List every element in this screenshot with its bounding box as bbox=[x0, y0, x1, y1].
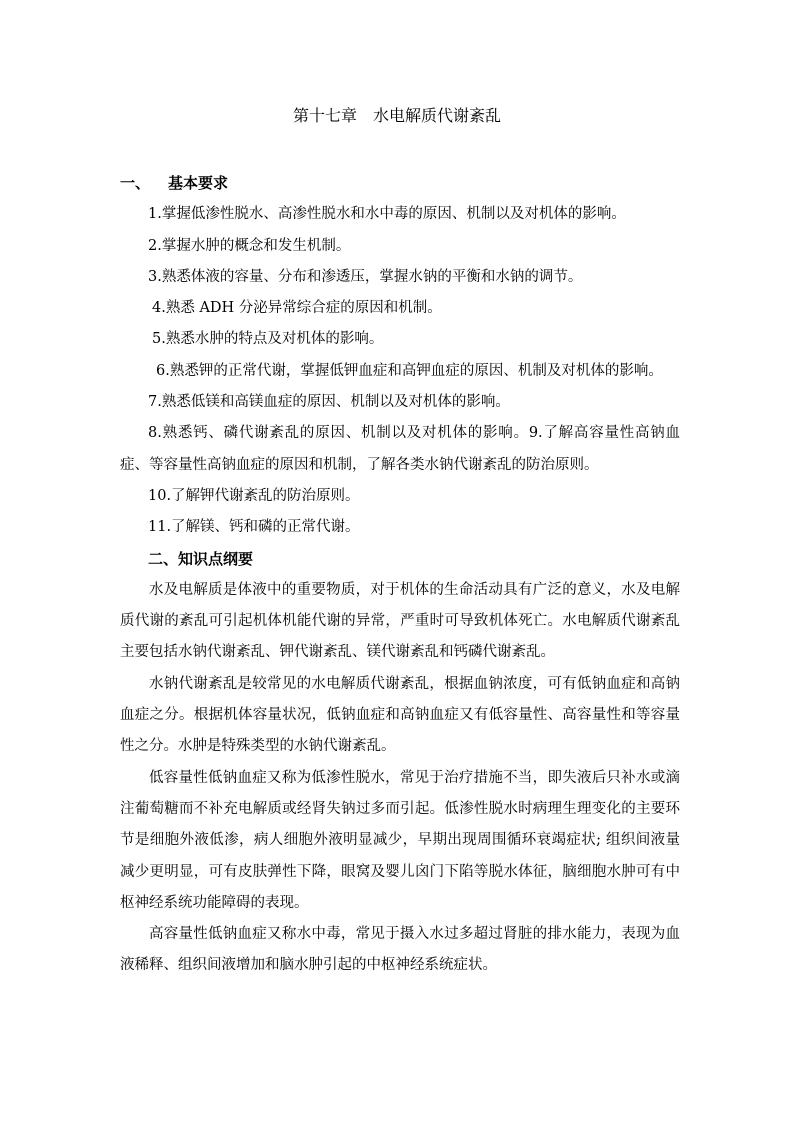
document-body bbox=[120, 168, 680, 982]
section-number: 一、 bbox=[120, 174, 151, 192]
requirement-item: 1.掌握低渗性脱水、高渗性脱水和水中毒的原因、机制以及对机体的影响。 bbox=[148, 206, 626, 223]
requirement-item: 10.了解钾代谢紊乱的防治原则。 bbox=[148, 487, 360, 504]
body-paragraph: 水钠代谢紊乱是较常见的水电解质代谢紊乱，根据血钠浓度，可有低钠血症和高钠血症之分。根据机体容量状况，低钠血症和高钠血症又有低容量性、高容量性和等容量性之分。水肿是特殊类型的水钠代谢紊乱。 bbox=[120, 675, 680, 755]
requirement-item: 5.熟悉水肿的特点及对机体的影响。 bbox=[152, 331, 384, 348]
requirement-item: 4.熟悉 ADH 分泌异常综合症的原因和机制。 bbox=[152, 300, 442, 317]
section-heading-basic-requirements bbox=[120, 168, 680, 199]
body-paragraph: 高容量性低钠血症又称水中毒，常见于摄入水过多超过肾脏的排水能力，表现为血液稀释、组织间液增加和脑水肿引起的中枢神经系统症状。 bbox=[120, 926, 680, 974]
body-paragraph: 水及电解质是体液中的重要物质，对于机体的生命活动具有广泛的意义，水及电解质代谢的紊乱可引起机体机能代谢的异常，严重时可导致机体死亡。水电解质代谢紊乱主要包括水钠代谢紊乱、钾代谢紊乱、镁代谢紊乱和钙磷代谢紊乱。 bbox=[120, 581, 680, 661]
section-title: 基本要求 bbox=[168, 174, 229, 192]
requirement-item: 3.熟悉体液的容量、分布和渗透压，掌握水钠的平衡和水钠的调节。 bbox=[148, 268, 583, 285]
requirement-item: 8.熟悉钙、磷代谢紊乱的原因、机制以及对机体的影响。9.了解高容量性高钠血症、等容量性高钠血症的原因和机制，了解各类水钠代谢紊乱的防治原则。 bbox=[120, 425, 680, 473]
section-heading-knowledge-outline: 二、知识点纲要 bbox=[148, 549, 254, 568]
requirement-item: 6.熟悉钾的正常代谢，掌握低钾血症和高钾血症的原因、机制及对机体的影响。 bbox=[156, 362, 663, 379]
body-paragraph: 低容量性低钠血症又称为低渗性脱水，常见于治疗措施不当，即失液后只补水或滴注葡萄糖而不补充电解质或经肾失钠过多而引起。低渗性脱水时病理生理变化的主要环节是细胞外液低渗，病人细胞外液明显减少，早期出现周围循环衰竭症状; 组织间液量减少更明显，可有皮肤弹性下降，眼窝及婴儿囟门下陷等脱水体征，脑细胞水肿可有中枢神经系统功能障碍的表现。 bbox=[120, 769, 680, 911]
requirement-item: 2.掌握水肿的概念和发生机制。 bbox=[148, 237, 351, 254]
requirement-item: 7.熟悉低镁和高镁血症的原因、机制以及对机体的影响。 bbox=[148, 394, 510, 411]
requirement-item: 11.了解镁、钙和磷的正常代谢。 bbox=[148, 519, 360, 536]
chapter-title: 第十七章 水电解质代谢紊乱 bbox=[292, 106, 501, 125]
